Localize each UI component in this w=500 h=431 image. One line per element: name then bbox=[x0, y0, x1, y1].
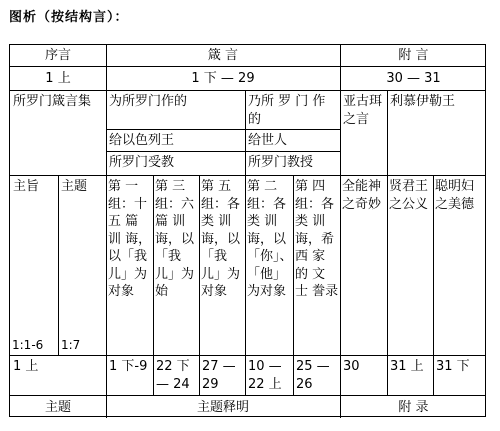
verse-cell: 31 下 bbox=[436, 359, 470, 374]
to-world-label: 给世人 bbox=[248, 133, 288, 148]
solomon-taught-label: 所罗门受教 bbox=[109, 155, 175, 170]
ref-1-1-6: 1:1-6 bbox=[12, 338, 44, 352]
footer-explanation: 主题释明 bbox=[196, 400, 249, 415]
agur-label: 亚古珥之言 bbox=[343, 94, 383, 127]
wise-king-text: 贤君王之公义 bbox=[389, 179, 429, 212]
page-title: 图析（按结构言）： bbox=[9, 10, 129, 25]
verse-cell: 30 bbox=[343, 359, 360, 374]
to-israel-label: 给以色列王 bbox=[109, 133, 175, 148]
smart-wife-text: 聪明妇之美德 bbox=[435, 179, 475, 212]
group-3-text: 第 三 组：六 篇 训诲，以「我儿」为始 bbox=[155, 179, 195, 299]
solomon-teaches-label: 所罗门教授 bbox=[248, 155, 314, 170]
verse-cell: 25 — 26 bbox=[296, 359, 330, 392]
proverbs-structure-table bbox=[9, 44, 486, 417]
verse-cell: 1 上 bbox=[13, 359, 39, 374]
verse-cell: 27 — 29 bbox=[202, 359, 236, 392]
verse-cell: 10 — 22 上 bbox=[248, 359, 282, 392]
verse-cell: 1 下-9 bbox=[109, 359, 148, 374]
verse-cell: 22 下 — 24 bbox=[156, 359, 190, 392]
footer-topic: 主题 bbox=[44, 400, 71, 415]
for-solomon-label: 为所罗门作的 bbox=[109, 94, 188, 109]
main-idea-label: 主旨 bbox=[13, 179, 40, 194]
footer-appendix: 附 录 bbox=[398, 400, 429, 415]
omnipotent-god-text: 全能神之奇妙 bbox=[342, 179, 382, 212]
group-5-text: 第 五 组：各 类 训诲，以「我儿」为对象 bbox=[201, 179, 241, 299]
group-2-text: 第 二 组：各 类 训诲，以「你」、「他」为对象 bbox=[247, 179, 293, 299]
group-1-text: 第 一 组：十 五 篇 训 诲，以「我儿」为对象 bbox=[108, 179, 152, 299]
ref-1-7: 1:7 bbox=[61, 338, 81, 352]
preface-header: 序言 bbox=[44, 48, 71, 63]
group-4-text: 第 四 组：各 类 训诲，希 西 家 的 文 士 誊录 bbox=[295, 179, 339, 299]
topic-label: 主题 bbox=[61, 179, 88, 194]
proverbs-range: 1 下 — 29 bbox=[191, 71, 255, 86]
solomon-proverbs-label: 所罗门箴言集 bbox=[13, 94, 92, 109]
by-solomon-label: 乃所 罗 门 作 的 bbox=[248, 94, 326, 127]
preface-range: 1 上 bbox=[45, 71, 71, 86]
verse-cell: 31 上 bbox=[390, 359, 424, 374]
lemuel-label: 利慕伊勒王 bbox=[390, 94, 456, 109]
proverbs-header: 箴 言 bbox=[207, 48, 239, 63]
appendix-range: 30 — 31 bbox=[386, 71, 441, 86]
appendix-header: 附 言 bbox=[398, 48, 429, 63]
